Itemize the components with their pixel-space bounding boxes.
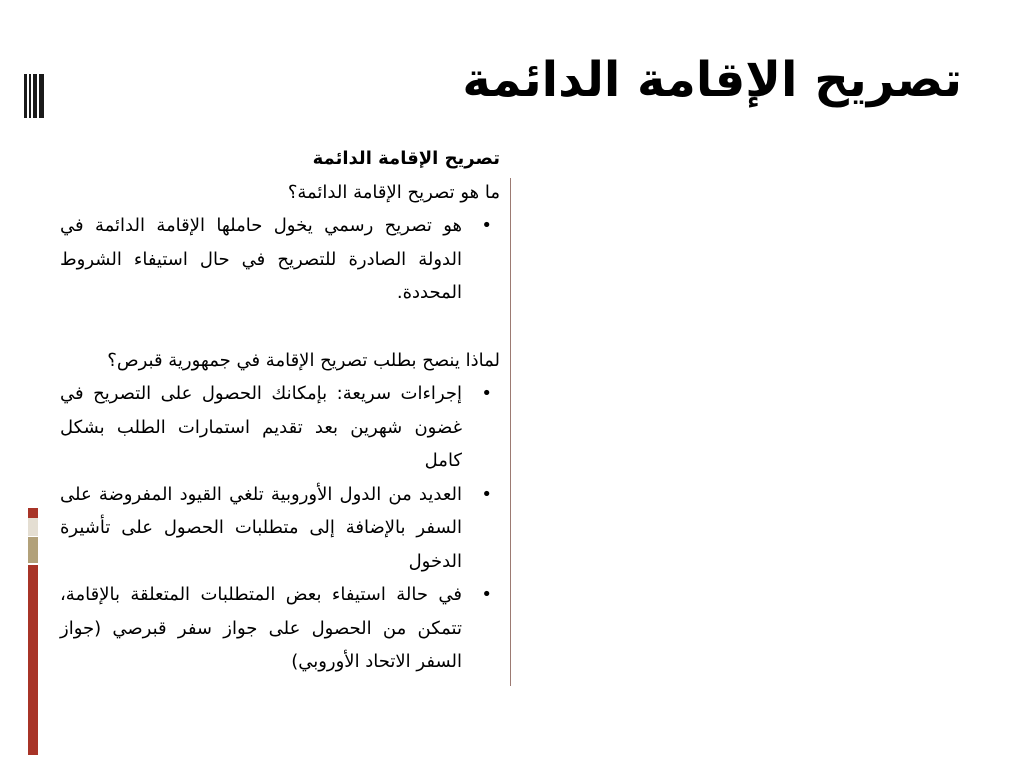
- decor-bar-segment: [28, 537, 38, 563]
- bullet-text: هو تصريح رسمي يخول حاملها الإقامة الدائمة في الدولة الصادرة للتصريح في حال استيفاء الشروط المحددة.: [60, 215, 462, 303]
- bullet-list-2: [60, 377, 500, 679]
- decor-bar-segment: [28, 508, 38, 518]
- logo-stripe: [39, 74, 44, 118]
- bullet-item: [60, 478, 500, 579]
- logo-stripe: [33, 74, 37, 118]
- bullet-item: [60, 209, 500, 310]
- content-block: [60, 142, 500, 679]
- decor-bar-segment: [28, 518, 38, 536]
- bullet-item: [60, 578, 500, 679]
- logo-stripe: [24, 74, 27, 118]
- bullet-text: إجراءات سريعة: بإمكانك الحصول على التصريح في غضون شهرين بعد تقديم استمارات الطلب بشكل كامل: [60, 383, 462, 471]
- bullet-text: العديد من الدول الأوروبية تلغي القيود المفروضة على السفر بالإضافة إلى متطلبات الحصول على تأشيرة الدخول: [60, 483, 462, 572]
- vertical-stripes-logo-icon: [24, 74, 44, 118]
- bullet-icon: •: [481, 215, 492, 236]
- bullet-icon: •: [481, 584, 492, 605]
- bullet-item: [60, 377, 500, 478]
- logo-stripe: [29, 74, 31, 118]
- decor-bar-segment: [28, 565, 38, 755]
- slide-title: تصريح الإقامة الدائمة: [462, 52, 962, 108]
- bullet-icon: •: [481, 383, 492, 404]
- bullet-text: في حالة استيفاء بعض المتطلبات المتعلقة بالإقامة، تتمكن من الحصول على جواز سفر قبرصي (جواز السفر الاتحاد الأوروبي): [60, 584, 462, 672]
- question-1: ما هو تصريح الإقامة الدائمة؟: [287, 181, 500, 203]
- content-heading: تصريح الإقامة الدائمة: [312, 148, 500, 169]
- bullet-icon: •: [481, 483, 492, 505]
- content-divider: [510, 178, 511, 686]
- bullet-list-1: [60, 209, 500, 310]
- question-2: لماذا ينصح بطلب تصريح الإقامة في جمهورية قبرص؟: [107, 349, 500, 371]
